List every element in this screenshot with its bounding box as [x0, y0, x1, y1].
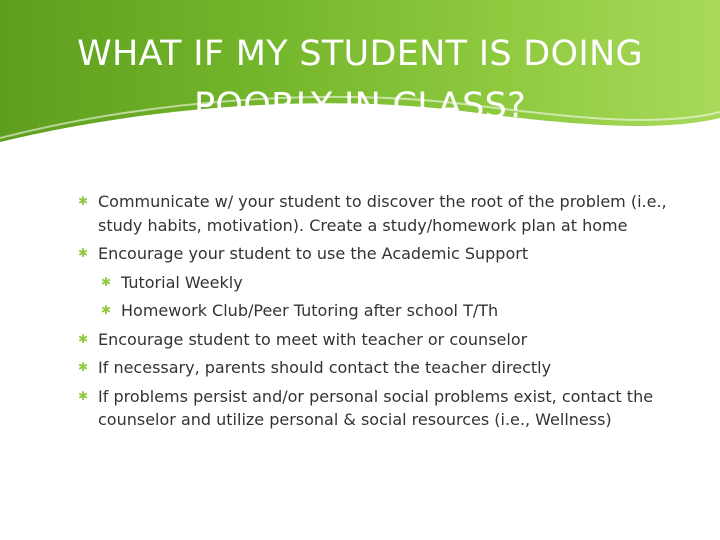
- title-banner: [0, 0, 720, 150]
- bullet-list: [78, 190, 678, 437]
- bullet-text: Homework Club/Peer Tutoring after school T/Th: [121, 301, 499, 320]
- bullet-item: [78, 385, 678, 432]
- asterisk-bullet-icon: ✱: [78, 331, 89, 346]
- bullet-text: Encourage your student to use the Academic Support: [98, 244, 529, 263]
- bullet-item: [78, 356, 678, 380]
- bullet-item: [78, 190, 678, 237]
- bullet-item: [78, 242, 678, 266]
- asterisk-bullet-icon: ✱: [78, 388, 89, 403]
- bullet-item: [78, 328, 678, 352]
- bullet-text: If problems persist and/or personal social problems exist, contact the counselor and utilize personal & social resources (i.e., Wellness): [98, 386, 654, 429]
- sub-bullet-item: [101, 271, 678, 295]
- bullet-text: Communicate w/ your student to discover the root of the problem (i.e., study habits, motivation). Create a study/homework plan at home: [98, 192, 667, 235]
- asterisk-bullet-icon: ✱: [78, 246, 89, 260]
- bullet-text: Tutorial Weekly: [121, 272, 243, 292]
- asterisk-bullet-icon: ✱: [78, 194, 89, 208]
- asterisk-bullet-icon: ✱: [101, 303, 112, 317]
- asterisk-bullet-icon: ✱: [78, 360, 89, 374]
- bullet-text: If necessary, parents should contact the teacher directly: [98, 358, 552, 377]
- sub-bullet-item: [101, 299, 678, 323]
- bullet-text: Encourage student to meet with teacher or counselor: [98, 329, 528, 349]
- slide-title: WHAT IF MY STUDENT IS DOING POORLY IN CLASS?: [77, 34, 643, 126]
- asterisk-bullet-icon: ✱: [101, 274, 112, 289]
